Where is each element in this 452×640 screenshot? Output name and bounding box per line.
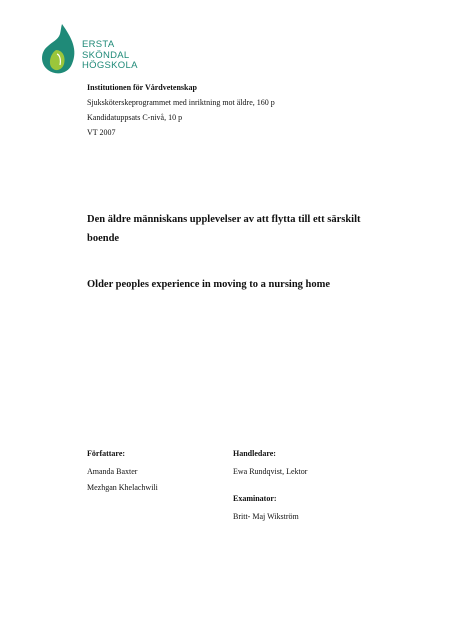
title-swedish: Den äldre människans upplevelser av att flytta till ett särskilt boende [87,214,361,244]
drop-leaf-icon [38,20,80,80]
authors-section [87,448,227,494]
logo-line-1: ERSTA [82,39,115,50]
supervisor-name: Ewa Rundqvist, Lektor [233,467,308,476]
author-name: Mezhgan Khelachwili [87,483,158,492]
authors-label: Författare: [87,449,126,458]
program: Sjuksköterskeprogrammet med inriktning mot äldre, 160 p [87,98,275,107]
logo-line-3: HÖGSKOLA [82,60,138,71]
examiner-label: Examinator: [233,494,277,503]
university-logo [38,20,188,80]
term: VT 2007 [87,128,116,137]
supervisor-label: Handledare: [233,449,276,458]
supervision-section [233,448,373,523]
title-english: Older peoples experience in moving to a nursing home [87,279,331,290]
institution: Institutionen för Vårdvetenskap [87,83,197,92]
logo-line-2: SKÖNDAL [82,49,130,61]
examiner-name: Britt- Maj Wikström [233,512,299,521]
thesis-level: Kandidatuppsats C-nivå, 10 p [87,113,183,122]
document-header [87,80,387,140]
logo-wordmark [82,40,138,72]
author-name: Amanda Baxter [87,467,138,476]
